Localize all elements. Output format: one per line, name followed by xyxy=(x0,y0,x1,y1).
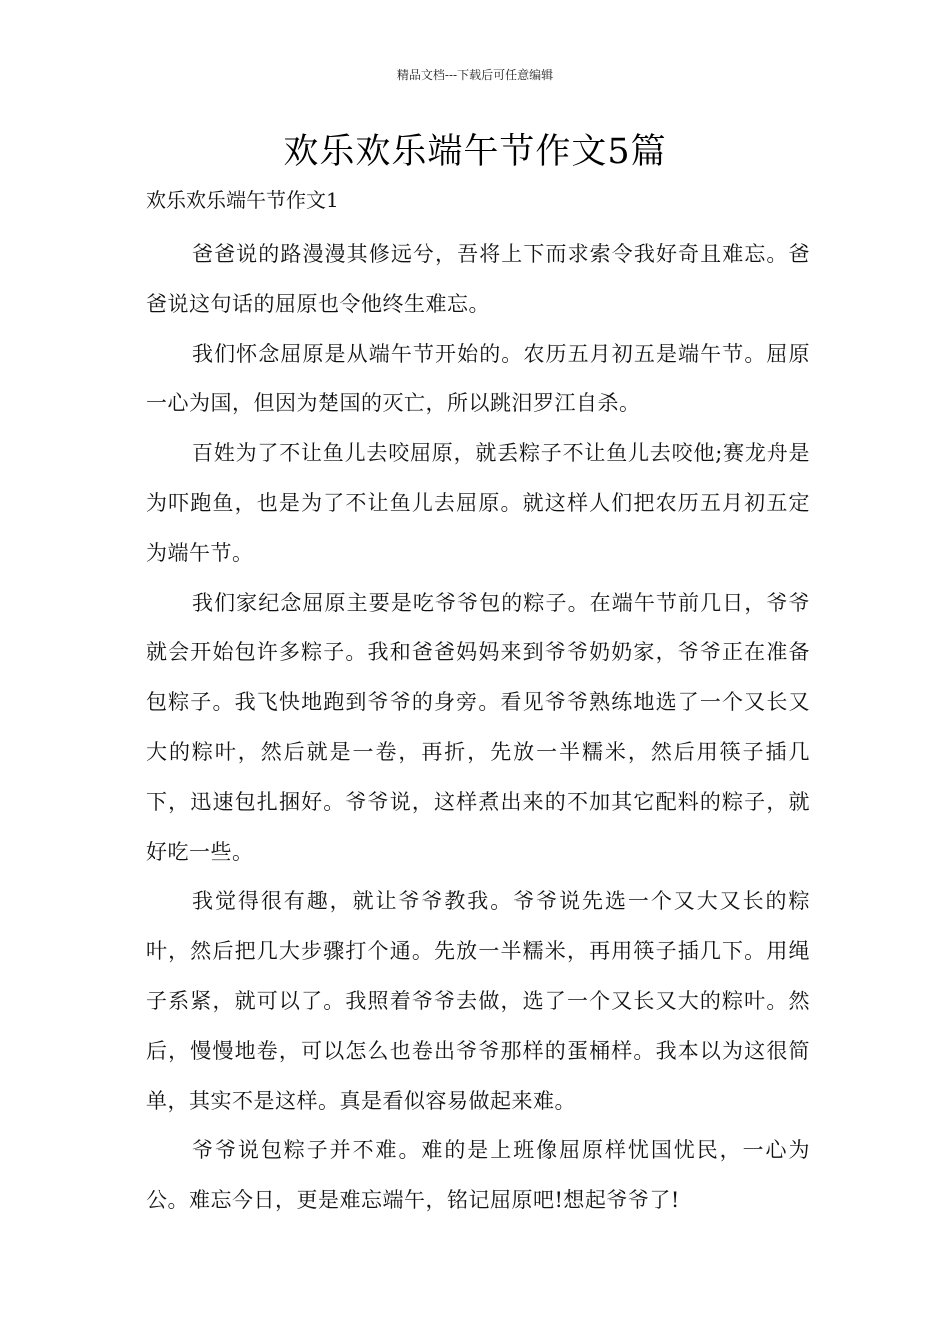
paragraph: 我们怀念屈原是从端午节开始的。农历五月初五是端午节。屈原一心为国，但因为楚国的灭亡，所以跳汨罗江自杀。 xyxy=(146,341,810,416)
essay-body xyxy=(146,230,810,1226)
paragraph: 爸爸说的路漫漫其修远兮，吾将上下而求索令我好奇且难忘。爸爸说这句话的屈原也令他终生难忘。 xyxy=(146,242,810,316)
paragraph: 我觉得很有趣，就让爷爷教我。爷爷说先选一个又大又长的粽叶，然后把几大步骤打个通。先放一半糯米，再用筷子插几下。用绳子系紧，就可以了。我照着爷爷去做，选了一个又长又大的粽叶。然后，慢慢地卷，可以怎么也卷出爷爷那样的蛋桶样。我本以为这很简单，其实不是这样。真是看似容易做起来难。 xyxy=(146,889,810,1113)
section-title: 欢乐欢乐端午节作文1 xyxy=(146,188,339,212)
paragraph: 爷爷说包粽子并不难。难的是上班像屈原样忧国忧民，一心为公。难忘今日，更是难忘端午，铭记屈原吧!想起爷爷了! xyxy=(146,1138,810,1213)
document-title: 欢乐欢乐端午节作文5篇 xyxy=(283,132,667,172)
paragraph: 我们家纪念屈原主要是吃爷爷包的粽子。在端午节前几日，爷爷就会开始包许多粽子。我和爸爸妈妈来到爷爷奶奶家，爷爷正在准备包粽子。我飞快地跑到爷爷的身旁。看见爷爷熟练地选了一个又长又大的粽叶，然后就是一卷，再折，先放一半糯米，然后用筷子插几下，迅速包扎捆好。爷爷说，这样煮出来的不加其它配料的粽子，就好吃一些。 xyxy=(146,590,810,864)
header-note: 精品文档---下载后可任意编辑 xyxy=(396,68,554,82)
paragraph: 百姓为了不让鱼儿去咬屈原，就丢粽子不让鱼儿去咬他;赛龙舟是为吓跑鱼，也是为了不让鱼儿去屈原。就这样人们把农历五月初五定为端午节。 xyxy=(146,441,810,565)
